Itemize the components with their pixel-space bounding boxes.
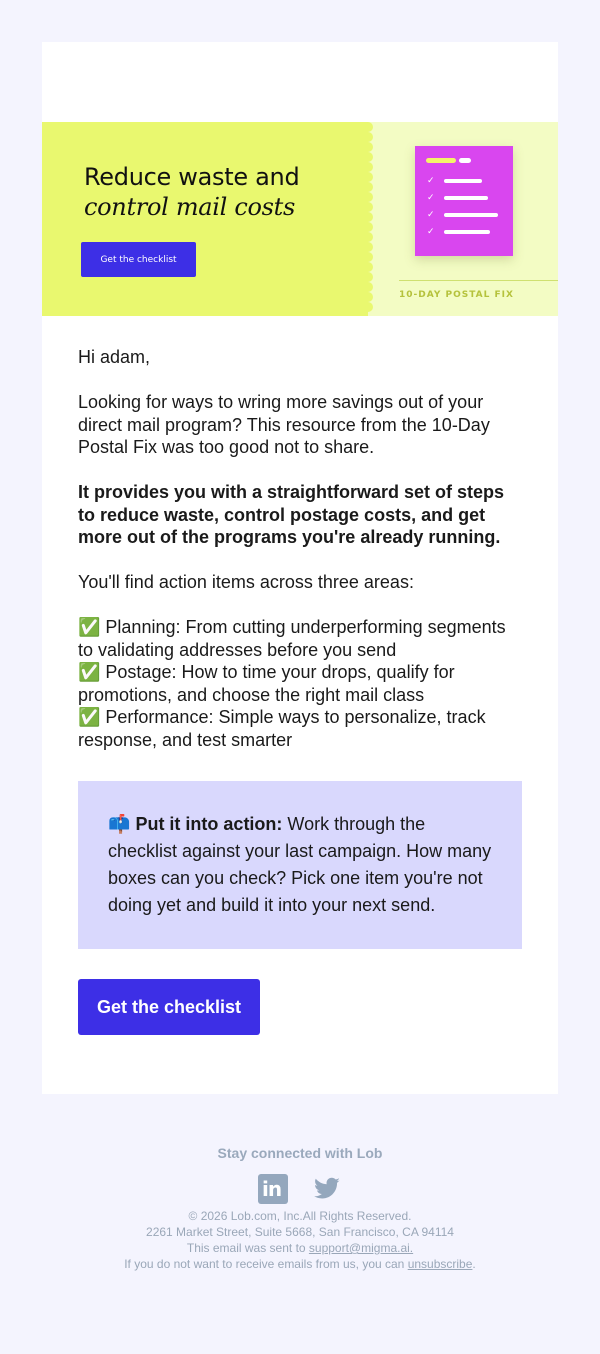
hero-divider	[399, 280, 558, 281]
footer-unsub-prefix: If you do not want to receive emails from us, you can	[124, 1257, 408, 1271]
areas-list	[78, 616, 522, 751]
footer-sent-to-prefix: This email was sent to	[186, 1241, 309, 1255]
check-icon: ✓	[427, 193, 435, 203]
area-item-postage: ✅ Postage: How to time your drops, qualify for promotions, and choose the right mail class	[78, 662, 455, 705]
intro-paragraph: Looking for ways to wring more savings out of your direct mail program? This resource from the 10-Day Postal Fix was too good not to share.	[78, 392, 490, 457]
footer-copyright: © 2026 Lob.com, Inc.All Rights Reserved.	[188, 1209, 412, 1223]
hero-title-line2: control mail costs	[84, 193, 296, 221]
checklist-illustration	[415, 146, 513, 256]
footer-address: 2261 Market Street, Suite 5668, San Francisco, CA 94114	[146, 1225, 454, 1239]
footer	[0, 1140, 600, 1272]
callout-box	[78, 781, 522, 949]
bold-paragraph: It provides you with a straightforward set of steps to reduce waste, control postage costs, and get more out of the programs you're already running.	[78, 482, 505, 547]
hero-checklist-button[interactable]: Get the checklist	[81, 242, 196, 277]
area-item-performance: ✅ Performance: Simple ways to personalize, track response, and test smarter	[78, 707, 486, 750]
twitter-icon[interactable]	[311, 1175, 343, 1203]
footer-sent-to	[0, 1240, 600, 1256]
linkedin-icon[interactable]: in	[258, 1174, 288, 1204]
email-body	[78, 346, 522, 751]
areas-intro: You'll find action items across three areas:	[78, 572, 414, 592]
get-checklist-button[interactable]: Get the checklist	[78, 979, 260, 1035]
checklist-line	[444, 196, 488, 200]
hero-banner	[42, 122, 558, 316]
checklist-line	[444, 213, 498, 217]
callout-text: Work through the checklist against your last campaign. How many boxes can you check? Pick one item you're not doing yet and build it into your next send.	[108, 814, 492, 915]
hero-tag: 10-DAY POSTAL FIX	[399, 290, 514, 300]
checklist-header-bar	[426, 158, 456, 163]
checklist-line	[444, 230, 490, 234]
hero-scallop-edge	[360, 122, 376, 316]
footer-heading: Stay connected with Lob	[217, 1145, 383, 1161]
email-card	[42, 42, 558, 1094]
footer-unsubscribe	[0, 1256, 600, 1272]
check-icon: ✓	[427, 210, 435, 220]
greeting: Hi adam,	[78, 347, 151, 367]
check-icon: ✓	[427, 176, 435, 186]
footer-email-link[interactable]: support@migma.ai.	[308, 1241, 414, 1255]
checklist-header-dot	[459, 158, 471, 163]
social-links	[0, 1166, 600, 1208]
mailbox-icon: 📫	[108, 814, 131, 834]
hero-title-line1: Reduce waste and	[84, 163, 300, 191]
area-item-planning: ✅ Planning: From cutting underperforming segments to validating addresses before you send	[78, 617, 506, 660]
footer-unsub-suffix: .	[472, 1257, 476, 1271]
callout-lead: Put it into action:	[135, 814, 283, 834]
checklist-line	[444, 179, 482, 183]
unsubscribe-link[interactable]: unsubscribe	[407, 1257, 473, 1271]
check-icon: ✓	[427, 227, 435, 237]
hero-title	[84, 162, 354, 222]
